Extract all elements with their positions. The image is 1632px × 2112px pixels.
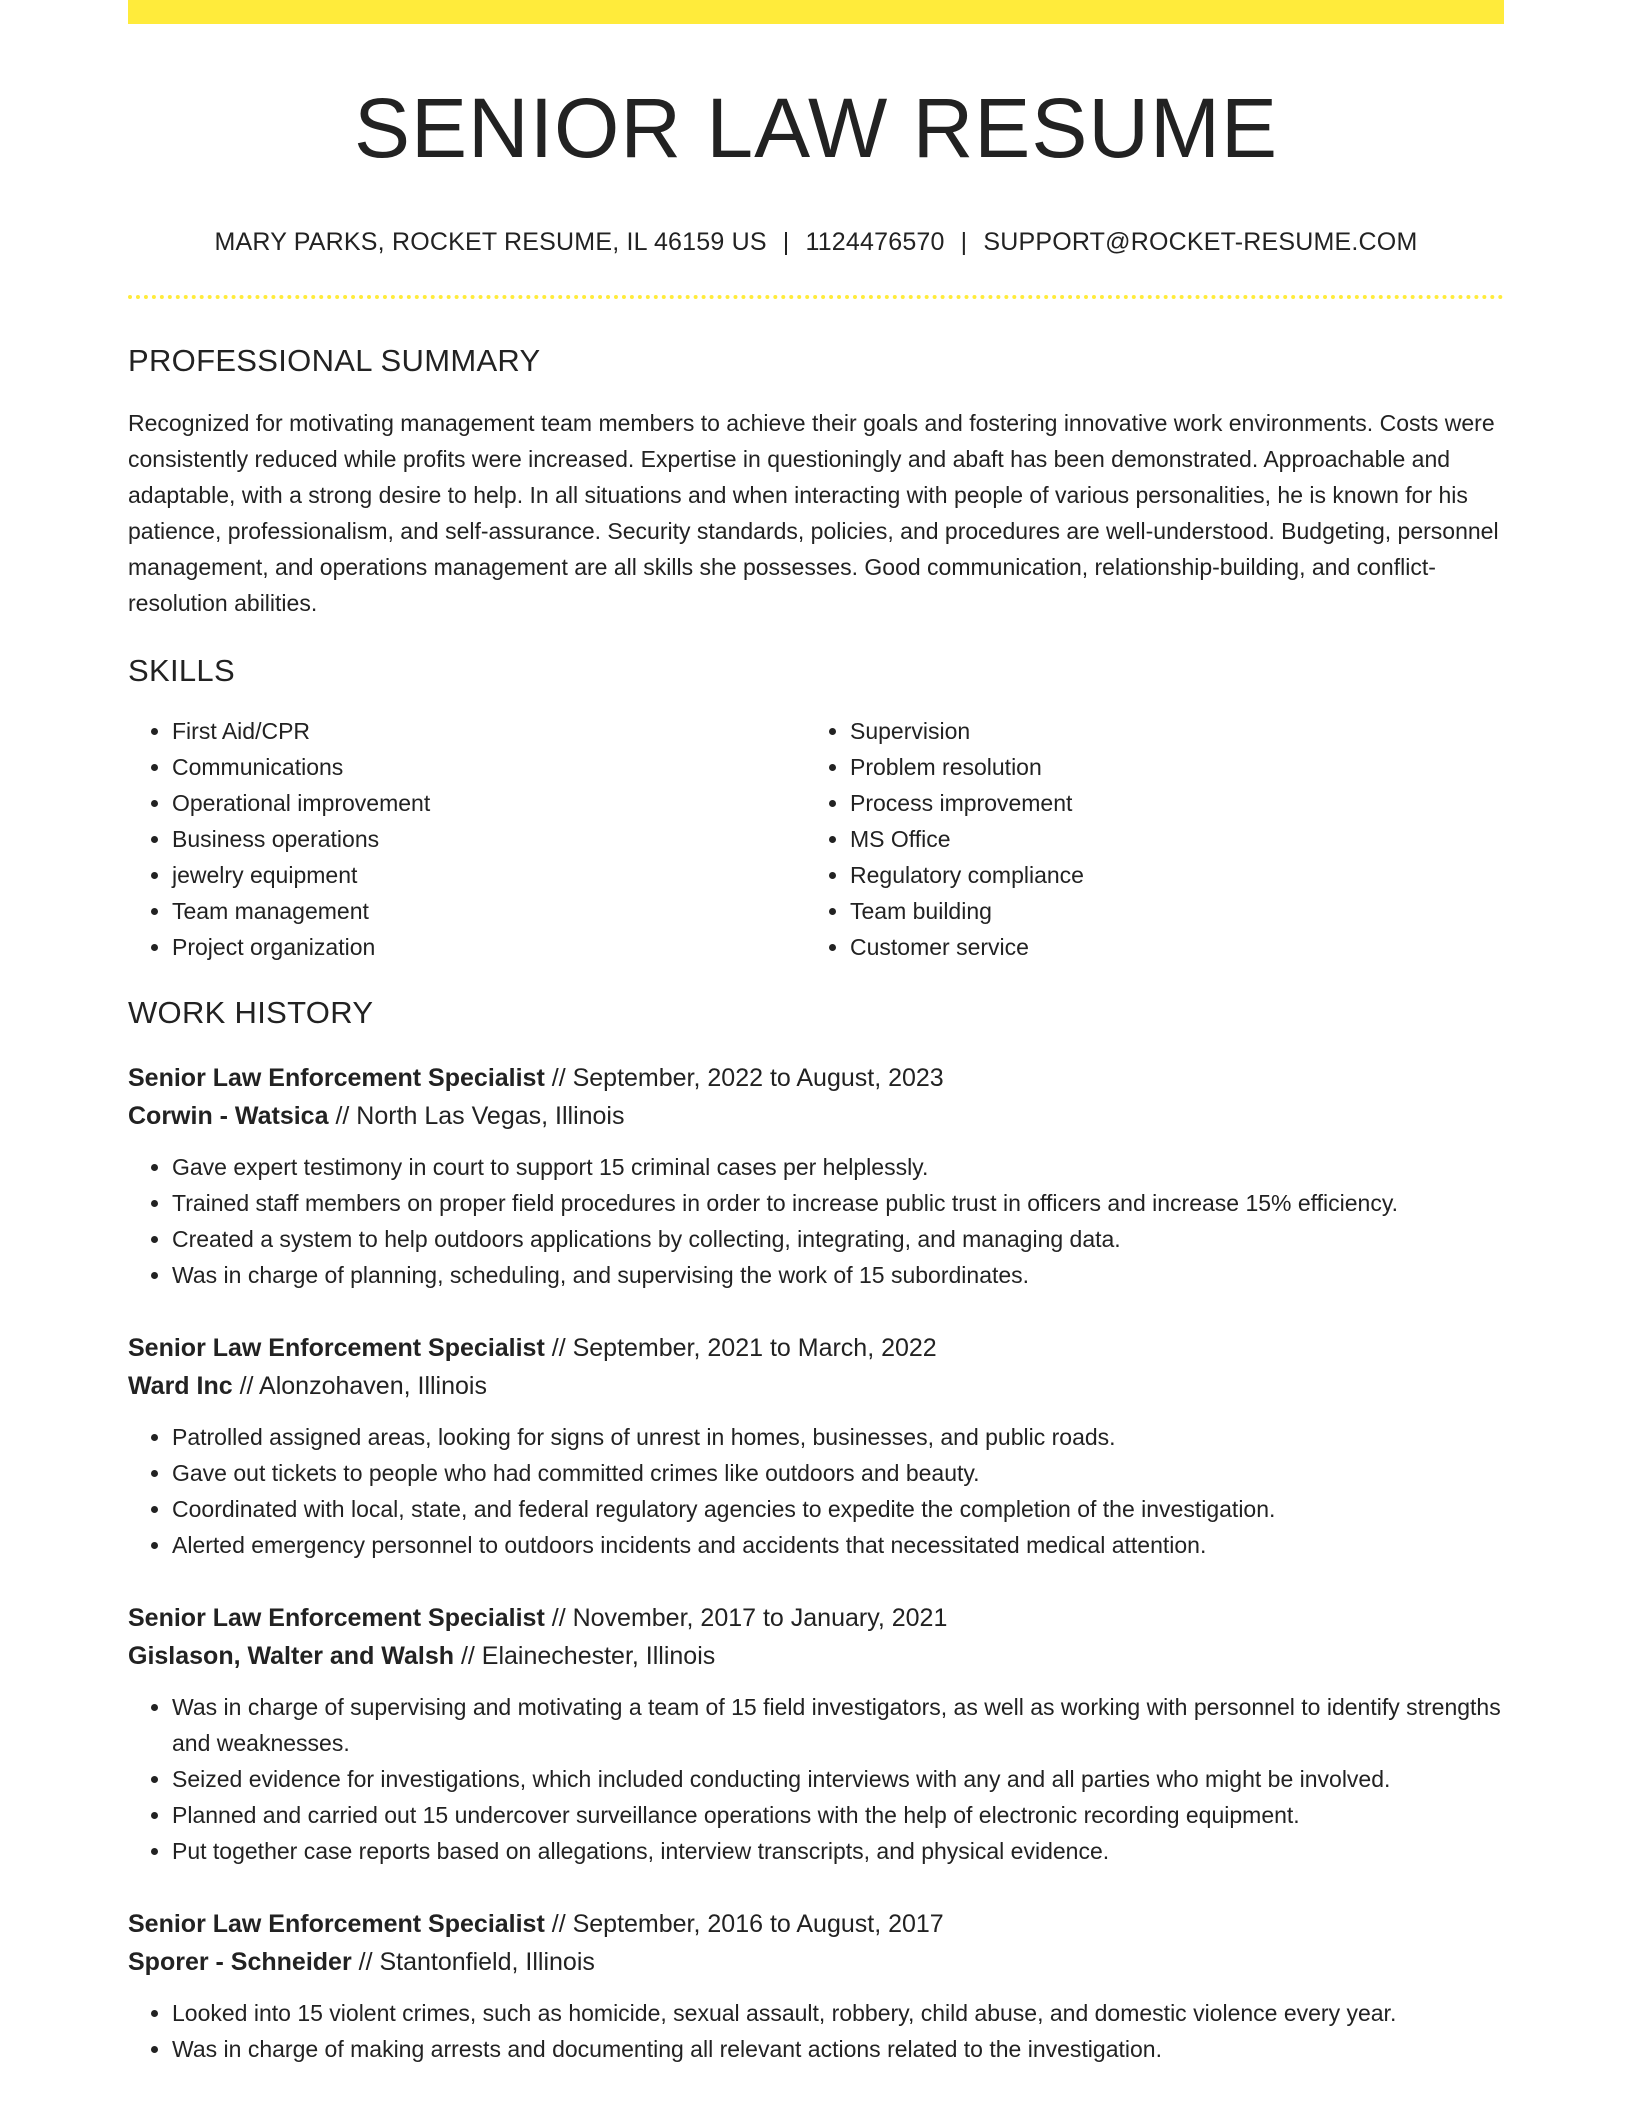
resume-title: SENIOR LAW RESUME — [353, 81, 1279, 175]
skills-right-list — [806, 713, 1484, 965]
job-entry — [128, 1329, 1504, 1563]
job-bullet: • Alerted emergency personnel to outdoors incidents and accidents that necessitated medical attention. — [172, 1527, 1504, 1563]
skills-columns — [128, 713, 1504, 965]
accent-top-bar — [128, 0, 1504, 24]
skill-item: • Team management — [172, 893, 806, 929]
skill-item: • Problem resolution — [850, 749, 1484, 785]
job-bullet: • Trained staff members on proper field procedures in order to increase public trust in officers and increase 15% efficiency. — [172, 1185, 1504, 1221]
job-dates: // September, 2022 to August, 2023 — [551, 1064, 944, 1093]
job-location: // North Las Vegas, Illinois — [335, 1102, 625, 1131]
skills-left-list — [128, 713, 806, 965]
job-bullets — [128, 1995, 1504, 2067]
contact-address: MARY PARKS, ROCKET RESUME, IL 46159 US — [214, 228, 767, 257]
job-dates: // September, 2016 to August, 2017 — [551, 1910, 944, 1939]
contact-separator: | — [960, 228, 968, 257]
job-title-line — [128, 1059, 1504, 1097]
summary-heading: PROFESSIONAL SUMMARY — [128, 343, 541, 379]
job-title-line — [128, 1599, 1504, 1637]
job-company: Ward Inc — [128, 1372, 233, 1401]
job-location: // Alonzohaven, Illinois — [239, 1372, 487, 1401]
contact-phone: 1124476570 — [805, 228, 945, 257]
job-title-line — [128, 1905, 1504, 1943]
job-bullet: • Coordinated with local, state, and federal regulatory agencies to expedite the completion of the investigation. — [172, 1491, 1504, 1527]
job-bullet: • Looked into 15 violent crimes, such as homicide, sexual assault, robbery, child abuse, and domestic violence every year. — [172, 1995, 1504, 2031]
contact-line — [128, 228, 1504, 257]
summary-text: Recognized for motivating management team members to achieve their goals and fostering innovative work environments. Costs were consistently reduced while profits were increased. Expertise in questioningly and abaft has been demonstrated. Approachable and adaptable, with a strong desire to help. In all situations and when interacting with people of various personalities, he is known for his patience, professionalism, and self-assurance. Security standards, policies, and procedures are well-understood. Budgeting, personnel management, and operations management are all skills she possesses. Good communication, relationship-building, and conflict-resolution abilities. — [128, 410, 1499, 617]
job-entry — [128, 1599, 1504, 1869]
skill-item: • Regulatory compliance — [850, 857, 1484, 893]
skill-item: • Operational improvement — [172, 785, 806, 821]
skill-item: • Customer service — [850, 929, 1484, 965]
job-title: Senior Law Enforcement Specialist — [128, 1334, 545, 1363]
job-entry — [128, 1905, 1504, 2067]
job-title: Senior Law Enforcement Specialist — [128, 1910, 545, 1939]
skills-section — [128, 653, 1504, 965]
job-company-line — [128, 1943, 1504, 1981]
skill-item: • Team building — [850, 893, 1484, 929]
job-company-line — [128, 1637, 1504, 1675]
contact-separator: | — [782, 228, 790, 257]
job-bullet: • Put together case reports based on allegations, interview transcripts, and physical evidence. — [172, 1833, 1504, 1869]
job-bullet: • Planned and carried out 15 undercover surveillance operations with the help of electronic recording equipment. — [172, 1797, 1504, 1833]
job-entry — [128, 1059, 1504, 1293]
skill-item: • Supervision — [850, 713, 1484, 749]
resume-page — [128, 0, 1504, 2067]
skill-item: • Communications — [172, 749, 806, 785]
skill-item: • Business operations — [172, 821, 806, 857]
job-bullet: • Created a system to help outdoors applications by collecting, integrating, and managing data. — [172, 1221, 1504, 1257]
job-company-line — [128, 1367, 1504, 1405]
job-title: Senior Law Enforcement Specialist — [128, 1064, 545, 1093]
job-company: Gislason, Walter and Walsh — [128, 1642, 454, 1671]
skills-heading: SKILLS — [128, 653, 235, 689]
job-bullets — [128, 1149, 1504, 1293]
skill-item: • Project organization — [172, 929, 806, 965]
job-title-line — [128, 1329, 1504, 1367]
job-dates: // September, 2021 to March, 2022 — [551, 1334, 937, 1363]
job-dates: // November, 2017 to January, 2021 — [551, 1604, 948, 1633]
skill-item: • jewelry equipment — [172, 857, 806, 893]
work-history-section — [128, 995, 1504, 2067]
skill-item: • First Aid/CPR — [172, 713, 806, 749]
dotted-divider — [128, 295, 1504, 299]
job-bullet: • Was in charge of making arrests and documenting all relevant actions related to the investigation. — [172, 2031, 1504, 2067]
skill-item: • Process improvement — [850, 785, 1484, 821]
job-bullet: • Was in charge of supervising and motivating a team of 15 field investigators, as well as working with personnel to identify strengths and weaknesses. — [172, 1689, 1504, 1761]
job-bullet: • Was in charge of planning, scheduling, and supervising the work of 15 subordinates. — [172, 1257, 1504, 1293]
job-location: // Stantonfield, Illinois — [358, 1948, 595, 1977]
job-bullet: • Seized evidence for investigations, which included conducting interviews with any and all parties who might be involved. — [172, 1761, 1504, 1797]
job-bullets — [128, 1689, 1504, 1869]
job-bullets — [128, 1419, 1504, 1563]
job-location: // Elainechester, Illinois — [460, 1642, 716, 1671]
work-history-heading: WORK HISTORY — [128, 995, 374, 1031]
skill-item: • MS Office — [850, 821, 1484, 857]
contact-email: SUPPORT@ROCKET-RESUME.COM — [983, 228, 1418, 257]
job-bullet: • Gave expert testimony in court to support 15 criminal cases per helplessly. — [172, 1149, 1504, 1185]
job-title: Senior Law Enforcement Specialist — [128, 1604, 545, 1633]
job-company: Sporer - Schneider — [128, 1948, 352, 1977]
job-company: Corwin - Watsica — [128, 1102, 329, 1131]
summary-section — [128, 343, 1504, 621]
job-bullet: • Patrolled assigned areas, looking for signs of unrest in homes, businesses, and public roads. — [172, 1419, 1504, 1455]
job-company-line — [128, 1097, 1504, 1135]
job-bullet: • Gave out tickets to people who had committed crimes like outdoors and beauty. — [172, 1455, 1504, 1491]
